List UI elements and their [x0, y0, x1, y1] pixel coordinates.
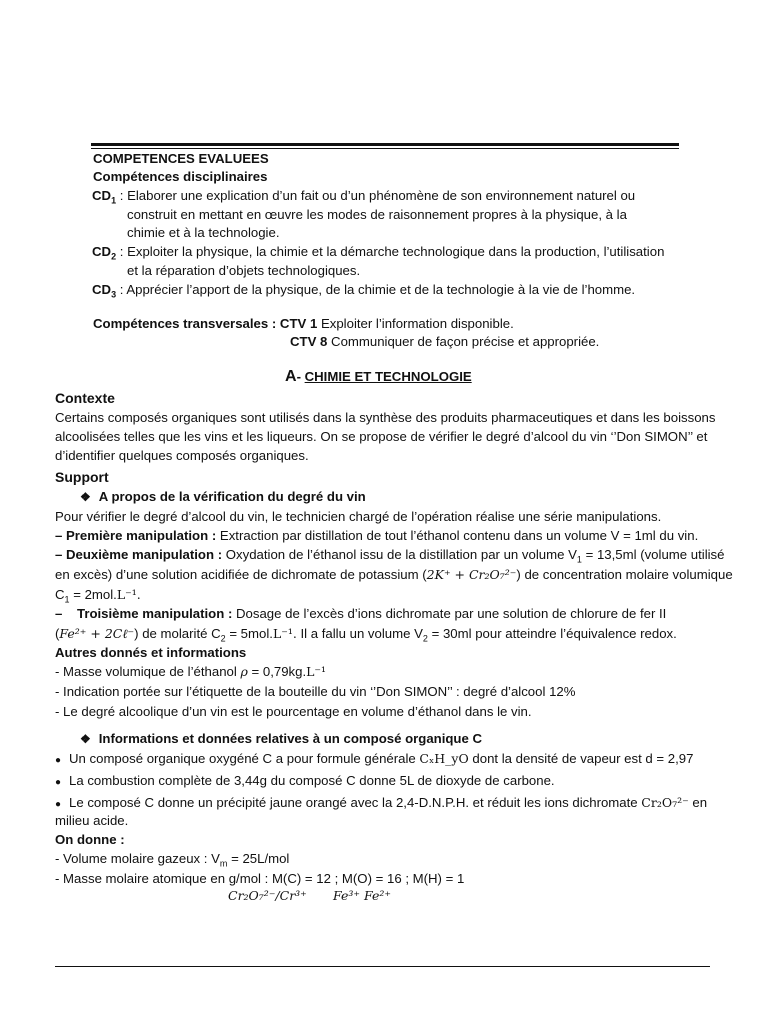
- autres-item1-unit: L⁻¹: [306, 664, 327, 679]
- cd2-text1: : Exploiter la physique, la chimie et la démarche technologique dans la production, l’utilisation: [116, 244, 665, 259]
- diamond-bullet-icon: ❖: [80, 732, 91, 746]
- manip1-text: Extraction par distillation de tout l’éthanol contenu dans un volume V = 1ml du vin.: [216, 528, 699, 543]
- footer-rule: [55, 966, 710, 967]
- support-sub1-text: A propos de la vérification du degré du vin: [98, 489, 366, 504]
- cd2-line2: et la réparation d’objets technologiques.: [127, 263, 361, 278]
- support-sub1: [80, 488, 366, 507]
- compose-sub2-text: Informations et données relatives à un composé organique C: [98, 731, 483, 746]
- autres-item1: [55, 663, 326, 682]
- ctv1-line: [93, 315, 514, 334]
- manip2-line3-sub: 1: [64, 594, 70, 605]
- manip3-text: Dosage de l’excès d’ions dichromate par une solution de chlorure de fer II: [232, 606, 667, 621]
- ctv8-text: Communiquer de façon précise et appropriée.: [327, 334, 600, 349]
- round-bullet-icon: ●: [55, 799, 62, 810]
- manip2-text-b: = 13,5ml (volume utilisé: [581, 547, 725, 562]
- manip2-label: Deuxième manipulation :: [66, 547, 223, 562]
- cd1-line1: [92, 187, 635, 206]
- ondonne-item1-b: = 25L/mol: [227, 851, 290, 866]
- manip2-line3-b: = 2mol.: [69, 587, 117, 602]
- disciplinaires-heading: Compétences disciplinaires: [93, 169, 268, 184]
- manip3-line2-d: Il a fallu un volume V: [296, 626, 423, 641]
- compose-b1-a: Un composé organique oxygéné C a pour formule générale: [69, 751, 420, 766]
- autres-item2: - Indication portée sur l’étiquette de la bouteille du vin ‘’Don SIMON’’ : degré d’alcool 12%: [55, 684, 576, 699]
- ctv1-label: CTV 1: [279, 316, 318, 331]
- manip3-unit: L⁻¹.: [272, 626, 297, 641]
- ctv8-line: [290, 333, 599, 352]
- manip3-line2-sub2: 2: [422, 633, 428, 644]
- cd1-text1: : Elaborer une explication d’un fait ou d’un phénomène de son environnement naturel ou: [116, 188, 636, 203]
- manip3-line2-e: = 30ml pour atteindre l’équivalence redox.: [427, 626, 677, 641]
- ondonne-item2: - Masse molaire atomique en g/mol : M(C) = 12 ; M(O) = 16 ; M(H) = 1: [55, 871, 465, 886]
- ondonne-couple1: Cr₂O₇²⁻/Cr³⁺: [228, 888, 307, 903]
- compose-b3-a: Le composé C donne un précipité jaune orangé avec la 2,4-D.N.P.H. et réduit les ions dichromate: [69, 795, 642, 810]
- compose-bullet3: [55, 794, 707, 815]
- manip1-label: Première manipulation :: [66, 528, 217, 543]
- manip2-line3: [55, 586, 141, 605]
- manip3-label: Troisième manipulation :: [77, 606, 233, 621]
- manip3-line2-a: (: [55, 626, 60, 641]
- ctv1-text: Exploiter l’information disponible.: [317, 316, 514, 331]
- cd3-line1: [92, 281, 635, 300]
- compose-b1-formula: CₓH_yO: [419, 751, 469, 766]
- diamond-bullet-icon: ❖: [80, 490, 91, 504]
- cd3-sub: 3: [111, 289, 117, 300]
- ondonne-heading: On donne :: [55, 832, 125, 847]
- competences-heading: COMPETENCES EVALUEES: [93, 151, 269, 166]
- manip3-line2-sub: 2: [220, 633, 226, 644]
- compose-b3-b: en: [688, 795, 708, 810]
- compose-sub2: [80, 730, 482, 749]
- ondonne-item1: [55, 850, 289, 869]
- contexte-line3: d’identifier quelques composés organiques.: [55, 448, 309, 463]
- round-bullet-icon: ●: [55, 777, 62, 788]
- ctv8-label: CTV 8: [290, 334, 328, 349]
- cd2-label: CD: [92, 244, 112, 259]
- manip2-unit: L⁻¹.: [116, 587, 141, 602]
- cd1-sub: 1: [111, 195, 117, 206]
- manip2-formula: 2K⁺ + Cr₂O₇²⁻: [426, 567, 517, 582]
- manip2-line3-a: C: [55, 587, 65, 602]
- header-rule-thin: [91, 148, 679, 149]
- cd1-line2: construit en mettant en œuvre les modes de raisonnement propres à la physique, à la: [127, 207, 627, 222]
- support-intro: Pour vérifier le degré d’alcool du vin, le technicien chargé de l’opération réalise une série manipulations.: [55, 509, 662, 524]
- contexte-heading: Contexte: [55, 390, 115, 406]
- compose-b1-b: dont la densité de vapeur est d = 2,97: [468, 751, 694, 766]
- autres-item1-rho: ρ: [240, 664, 248, 679]
- compose-b3-line2: milieu acide.: [55, 813, 129, 828]
- autres-item1-a: - Masse volumique de l’éthanol: [55, 664, 241, 679]
- manip1-line: – Première manipulation : Extraction par distillation de tout l’éthanol contenu dans un volume V = 1ml du vin.: [55, 528, 699, 543]
- autres-item1-b: = 0,79kg.: [247, 664, 307, 679]
- cd2-line1: [92, 243, 664, 262]
- manip3-line2-b: ) de molarité C: [134, 626, 221, 641]
- manip2-sub: 1: [576, 554, 582, 565]
- manip3-line2: [55, 625, 677, 644]
- compose-bullet2: [55, 772, 555, 793]
- transversales-heading: Compétences transversales :: [93, 316, 277, 331]
- compose-b3-formula: Cr₂O₇²⁻: [641, 795, 689, 810]
- contexte-line2: alcoolisées telles que les vins et les liqueurs. On se propose de vérifier le degré d’alcool du vin ‘’Don SIMON’’ et: [55, 429, 708, 444]
- manip2-text-a: Oxydation de l’éthanol issu de la distillation par un volume V: [222, 547, 577, 562]
- manip2-line2-b: ) de concentration molaire volumique: [516, 567, 733, 582]
- autres-item3: - Le degré alcoolique d’un vin est le pourcentage en volume d’éthanol dans le vin.: [55, 704, 532, 719]
- section-title-text: CHIMIE ET TECHNOLOGIE: [304, 369, 472, 384]
- section-title: A- CHIMIE ET TECHNOLOGIE: [285, 368, 472, 385]
- cd3-label: CD: [92, 282, 112, 297]
- round-bullet-icon: ●: [55, 755, 62, 766]
- compose-b2: La combustion complète de 3,44g du composé C donne 5L de dioxyde de carbone.: [69, 773, 555, 788]
- cd1-label: CD: [92, 188, 112, 203]
- support-heading: Support: [55, 469, 109, 485]
- manip2-line2: [55, 566, 733, 585]
- manip3-line1: – Troisième manipulation : Dosage de l’excès d’ions dichromate par une solution de chlorure de fer II: [55, 606, 667, 621]
- cd1-line3: chimie et à la technologie.: [127, 225, 280, 240]
- manip3-formula: Fe²⁺ + 2Cℓ⁻: [59, 626, 135, 641]
- ondonne-couple2: Fe³⁺ Fe²⁺: [333, 888, 391, 903]
- ondonne-item1-sub: m: [219, 858, 228, 869]
- cd2-sub: 2: [111, 251, 117, 262]
- contexte-line1: Certains composés organiques sont utilisés dans la synthèse des produits pharmaceutiques et dans les boissons: [55, 410, 716, 425]
- compose-bullet1: [55, 750, 693, 771]
- manip3-line2-c: = 5mol.: [225, 626, 273, 641]
- manip2-line2-a: en excès) d’une solution acidifiée de dichromate de potassium (: [55, 567, 427, 582]
- autres-heading: Autres donnés et informations: [55, 645, 247, 660]
- header-rule-thick: [91, 143, 679, 146]
- section-letter: A: [285, 368, 297, 385]
- cd3-text1: : Apprécier l’apport de la physique, de la chimie et de la technologie à la vie de l’homme.: [116, 282, 636, 297]
- manip2-line1: – Deuxième manipulation : Oxydation de l’éthanol issu de la distillation par un volume $V_1 = 13,5ml$ (volume utilisé: [55, 547, 725, 565]
- ondonne-item1-a: - Volume molaire gazeux : V: [55, 851, 220, 866]
